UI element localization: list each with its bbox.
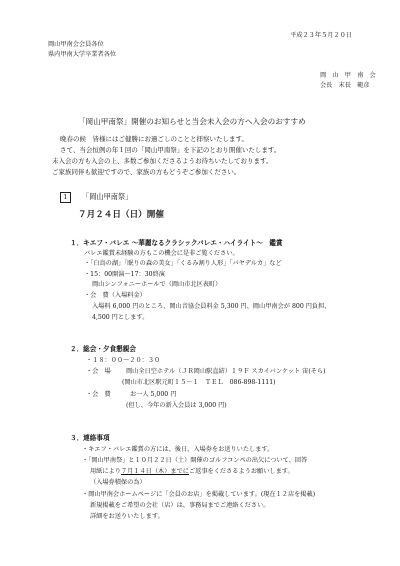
meeting-time: ・１８：００〜２０：３０	[86, 357, 161, 364]
document-title: 「岡山甲南祭」開催のお知らせと当会未入会の方へ入会のおすすめ	[78, 117, 306, 126]
addressee-alumni: 県内甲南大学卒業者各位	[48, 51, 117, 58]
ballet-program: ・「白鳥の湖」「眠りの森の美女」「くるみ割り人形」「パヤデルカ」など	[84, 260, 282, 267]
sender-president: 会長 末長 範彦	[320, 82, 370, 89]
ballet-invitation: バレエ鑑賞未経験の方もこの機会に是非ご覧ください。	[84, 250, 239, 257]
section-title: 「岡山甲南祭」	[82, 192, 133, 201]
item-notices-heading: ３．連絡事項	[70, 434, 110, 442]
ballet-fee-total: 4,500 円とします。	[92, 314, 149, 321]
notice-details: 詳細をお送りいたします。	[90, 513, 164, 520]
intro-line-4: ご家族同伴も歓迎ですので、家族の方もどうぞご参加ください。	[52, 168, 241, 176]
intro-line-2: さて、当会恒例の年１回の「岡山甲南祭」を下記のとおり開催いたします。	[60, 146, 281, 154]
sender-organization: 岡 山 甲 南 会	[320, 72, 376, 79]
intro-line-1: 晩春の候 皆様にはご健勝にお過ごしのことと拝察いたします。	[60, 135, 248, 143]
meeting-fee: お一人 5,000 円	[130, 391, 177, 398]
notice-reply-deadline	[90, 468, 294, 476]
ballet-time: ・15：00開演〜17：30終演	[84, 271, 165, 278]
item-ballet-heading: １．キエフ・バレエ 〜華麗なるクラシックバレエ・ハイライト〜 鑑賞	[70, 239, 283, 247]
meeting-fee-note: (但し、今年の新入会員は 3,000 円)	[126, 402, 227, 409]
notice-ticket-reason: （入場券積保の為）	[90, 479, 146, 486]
section-number-box: 1	[60, 192, 71, 203]
meeting-venue-label: ・会 場	[86, 368, 111, 375]
ballet-venue: 岡山シンフォニーホールで（岡山市北区表町）	[92, 281, 222, 288]
ballet-fee-label: ・会 費（入場料金）	[84, 292, 146, 299]
meeting-address: (岡山市北区駅元町１５－１ ＴＥＬ 086-898-1111)	[122, 379, 276, 386]
meeting-venue: 岡山全日空ホテル（ＪＲ岡山駅直結）１９Ｆ スカイバンケット 宙(そら)	[126, 368, 326, 375]
item-meeting-heading: ２．総会・夕食懇親会	[70, 345, 136, 353]
meeting-fee-label: ・会 費	[86, 391, 111, 398]
intro-line-3: 未入会の方も入会の上、多数ご参加くださるようお待ちいたしております。	[52, 157, 273, 165]
addressee-members: 岡山甲南会会員各位	[48, 41, 104, 48]
reply-prefix: 用紙により	[90, 468, 121, 475]
document-date: 平成２３年５月２０日	[290, 32, 352, 39]
reply-suffix: ご返事をくださるようお願いします。	[189, 468, 294, 475]
notice-tickets: ・キエフ・バレエ鑑賞の方には、後日、入場券をお送りいたします。	[82, 446, 274, 453]
ballet-fee-detail: 入場料 6,000 円のところ、岡山音協会員料金 5,300 円、岡山甲南会が 800 円負担、	[92, 303, 331, 310]
event-date: ７月２４日（日）開催	[78, 210, 164, 220]
notice-homepage: ・岡山甲南会ホームページに「会員のお店」を掲載しています。(現在１２店を掲載)	[82, 491, 316, 498]
reply-deadline-date: ７月１４日（木）までに	[120, 468, 189, 475]
notice-new-listing: 新規掲載をご希望の会社（店）は、事務局までご連絡ください。	[90, 502, 270, 509]
notice-attendance: ・「岡山甲南祭」と１０月２２日（土）開催のゴルフコンペの出欠について、回答	[82, 457, 308, 464]
